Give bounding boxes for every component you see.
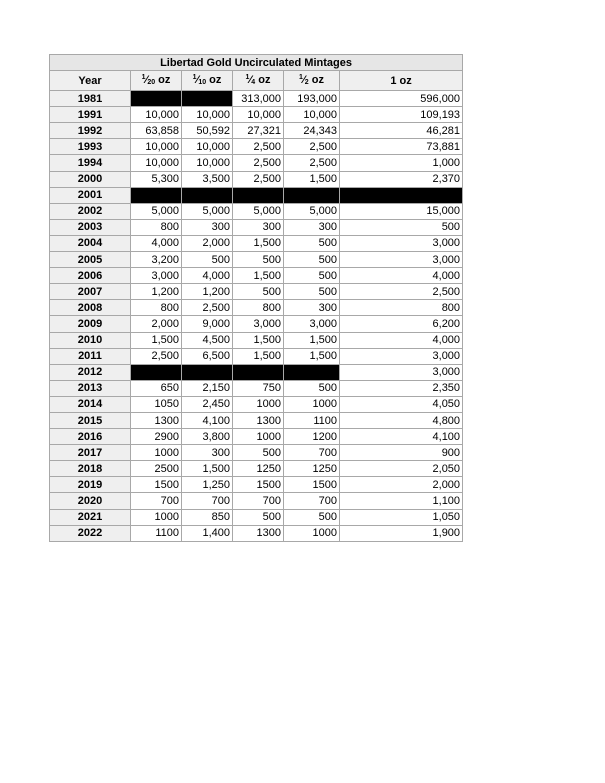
value-cell-tenth: 10,000 bbox=[182, 107, 233, 123]
redacted-cell bbox=[233, 364, 284, 380]
title-row bbox=[50, 55, 463, 71]
value-cell-one: 2,500 bbox=[340, 284, 463, 300]
year-cell: 2004 bbox=[50, 235, 131, 251]
value-cell-quarter: 10,000 bbox=[233, 107, 284, 123]
value-cell-twentieth: 3,000 bbox=[131, 268, 182, 284]
value-cell-one: 2,000 bbox=[340, 477, 463, 493]
value-cell-one: 3,000 bbox=[340, 364, 463, 380]
value-cell-half: 1000 bbox=[284, 525, 340, 541]
value-cell-quarter: 1500 bbox=[233, 477, 284, 493]
year-cell: 2000 bbox=[50, 171, 131, 187]
value-cell-one: 4,100 bbox=[340, 429, 463, 445]
table-row bbox=[50, 300, 463, 316]
value-cell-twentieth: 1100 bbox=[131, 525, 182, 541]
table-body bbox=[50, 91, 463, 542]
value-cell-half: 1,500 bbox=[284, 332, 340, 348]
value-cell-half: 500 bbox=[284, 509, 340, 525]
value-cell-half: 5,000 bbox=[284, 203, 340, 219]
year-cell: 2022 bbox=[50, 525, 131, 541]
table-row bbox=[50, 91, 463, 107]
column-header-row bbox=[50, 71, 463, 91]
value-cell-twentieth: 2,000 bbox=[131, 316, 182, 332]
table-row bbox=[50, 364, 463, 380]
year-cell: 2014 bbox=[50, 396, 131, 412]
table-row bbox=[50, 461, 463, 477]
value-cell-quarter: 1000 bbox=[233, 396, 284, 412]
year-cell: 2018 bbox=[50, 461, 131, 477]
value-cell-tenth: 50,592 bbox=[182, 123, 233, 139]
value-cell-half: 1200 bbox=[284, 429, 340, 445]
year-cell: 2013 bbox=[50, 380, 131, 396]
value-cell-twentieth: 4,000 bbox=[131, 235, 182, 251]
value-cell-quarter: 2,500 bbox=[233, 171, 284, 187]
value-cell-half: 3,000 bbox=[284, 316, 340, 332]
table-row bbox=[50, 332, 463, 348]
table-row bbox=[50, 396, 463, 412]
value-cell-one: 4,000 bbox=[340, 332, 463, 348]
year-cell: 2002 bbox=[50, 203, 131, 219]
table-title: Libertad Gold Uncirculated Mintages bbox=[50, 55, 463, 71]
value-cell-quarter: 5,000 bbox=[233, 203, 284, 219]
value-cell-twentieth: 1000 bbox=[131, 445, 182, 461]
column-header-quarter bbox=[233, 71, 284, 91]
fraction-label: $^1⁄_{10}$ oz bbox=[192, 74, 222, 87]
value-cell-quarter: 313,000 bbox=[233, 91, 284, 107]
year-cell: 2017 bbox=[50, 445, 131, 461]
table-row bbox=[50, 171, 463, 187]
table-row bbox=[50, 380, 463, 396]
value-cell-quarter: 750 bbox=[233, 380, 284, 396]
value-cell-tenth: 2,150 bbox=[182, 380, 233, 396]
value-cell-tenth: 4,500 bbox=[182, 332, 233, 348]
year-cell: 2006 bbox=[50, 268, 131, 284]
column-header-half bbox=[284, 71, 340, 91]
value-cell-twentieth: 3,200 bbox=[131, 252, 182, 268]
value-cell-tenth: 300 bbox=[182, 445, 233, 461]
table-row bbox=[50, 316, 463, 332]
redacted-cell bbox=[284, 187, 340, 203]
value-cell-tenth: 500 bbox=[182, 252, 233, 268]
value-cell-quarter: 1,500 bbox=[233, 348, 284, 364]
value-cell-twentieth: 700 bbox=[131, 493, 182, 509]
value-cell-tenth: 3,800 bbox=[182, 429, 233, 445]
value-cell-tenth: 2,000 bbox=[182, 235, 233, 251]
value-cell-tenth: 4,000 bbox=[182, 268, 233, 284]
table-row bbox=[50, 429, 463, 445]
value-cell-half: 1000 bbox=[284, 396, 340, 412]
value-cell-half: 1,500 bbox=[284, 171, 340, 187]
redacted-cell bbox=[284, 364, 340, 380]
year-cell: 1992 bbox=[50, 123, 131, 139]
value-cell-quarter: 1,500 bbox=[233, 268, 284, 284]
value-cell-one: 1,000 bbox=[340, 155, 463, 171]
value-cell-one: 15,000 bbox=[340, 203, 463, 219]
mintage-table bbox=[49, 54, 463, 542]
value-cell-tenth: 10,000 bbox=[182, 155, 233, 171]
value-cell-tenth: 1,400 bbox=[182, 525, 233, 541]
value-cell-quarter: 27,321 bbox=[233, 123, 284, 139]
column-header-one: 1 oz bbox=[340, 71, 463, 91]
year-cell: 2001 bbox=[50, 187, 131, 203]
value-cell-quarter: 2,500 bbox=[233, 155, 284, 171]
value-cell-twentieth: 1,200 bbox=[131, 284, 182, 300]
table-row bbox=[50, 477, 463, 493]
table-row bbox=[50, 252, 463, 268]
value-cell-one: 4,800 bbox=[340, 412, 463, 428]
value-cell-half: 10,000 bbox=[284, 107, 340, 123]
value-cell-half: 500 bbox=[284, 235, 340, 251]
value-cell-twentieth: 10,000 bbox=[131, 155, 182, 171]
value-cell-quarter: 700 bbox=[233, 493, 284, 509]
column-header-twentieth bbox=[131, 71, 182, 91]
year-cell: 2007 bbox=[50, 284, 131, 300]
table-row bbox=[50, 348, 463, 364]
table-row bbox=[50, 203, 463, 219]
value-cell-quarter: 1300 bbox=[233, 525, 284, 541]
year-cell: 2008 bbox=[50, 300, 131, 316]
table-row bbox=[50, 525, 463, 541]
value-cell-tenth: 2,450 bbox=[182, 396, 233, 412]
value-cell-one: 3,000 bbox=[340, 252, 463, 268]
value-cell-half: 1100 bbox=[284, 412, 340, 428]
value-cell-tenth: 10,000 bbox=[182, 139, 233, 155]
table-row bbox=[50, 412, 463, 428]
value-cell-quarter: 1300 bbox=[233, 412, 284, 428]
value-cell-one: 46,281 bbox=[340, 123, 463, 139]
value-cell-tenth: 300 bbox=[182, 219, 233, 235]
value-cell-one: 500 bbox=[340, 219, 463, 235]
fraction-label: $^1⁄_4$ oz bbox=[245, 74, 271, 87]
value-cell-tenth: 5,000 bbox=[182, 203, 233, 219]
table-row bbox=[50, 493, 463, 509]
table-row bbox=[50, 107, 463, 123]
value-cell-twentieth: 800 bbox=[131, 219, 182, 235]
redacted-cell bbox=[182, 187, 233, 203]
value-cell-one: 6,200 bbox=[340, 316, 463, 332]
value-cell-one: 3,000 bbox=[340, 235, 463, 251]
redacted-cell bbox=[131, 187, 182, 203]
year-cell: 1991 bbox=[50, 107, 131, 123]
value-cell-twentieth: 650 bbox=[131, 380, 182, 396]
redacted-cell bbox=[340, 187, 463, 203]
column-header-tenth bbox=[182, 71, 233, 91]
value-cell-tenth: 9,000 bbox=[182, 316, 233, 332]
table-row bbox=[50, 509, 463, 525]
value-cell-twentieth: 1000 bbox=[131, 509, 182, 525]
value-cell-one: 1,900 bbox=[340, 525, 463, 541]
value-cell-tenth: 3,500 bbox=[182, 171, 233, 187]
value-cell-one: 1,100 bbox=[340, 493, 463, 509]
value-cell-twentieth: 5,300 bbox=[131, 171, 182, 187]
value-cell-tenth: 2,500 bbox=[182, 300, 233, 316]
value-cell-quarter: 800 bbox=[233, 300, 284, 316]
redacted-cell bbox=[131, 364, 182, 380]
redacted-cell bbox=[182, 364, 233, 380]
redacted-cell bbox=[131, 91, 182, 107]
year-cell: 2019 bbox=[50, 477, 131, 493]
value-cell-one: 73,881 bbox=[340, 139, 463, 155]
value-cell-half: 1500 bbox=[284, 477, 340, 493]
year-cell: 2020 bbox=[50, 493, 131, 509]
value-cell-twentieth: 63,858 bbox=[131, 123, 182, 139]
value-cell-quarter: 500 bbox=[233, 445, 284, 461]
value-cell-twentieth: 2900 bbox=[131, 429, 182, 445]
value-cell-one: 4,000 bbox=[340, 268, 463, 284]
year-cell: 2016 bbox=[50, 429, 131, 445]
value-cell-tenth: 1,200 bbox=[182, 284, 233, 300]
value-cell-half: 500 bbox=[284, 268, 340, 284]
value-cell-half: 500 bbox=[284, 284, 340, 300]
year-cell: 2021 bbox=[50, 509, 131, 525]
value-cell-half: 700 bbox=[284, 493, 340, 509]
value-cell-twentieth: 1500 bbox=[131, 477, 182, 493]
table-row bbox=[50, 139, 463, 155]
table-row bbox=[50, 284, 463, 300]
year-cell: 2015 bbox=[50, 412, 131, 428]
value-cell-half: 1250 bbox=[284, 461, 340, 477]
value-cell-twentieth: 5,000 bbox=[131, 203, 182, 219]
redacted-cell bbox=[233, 187, 284, 203]
value-cell-one: 2,350 bbox=[340, 380, 463, 396]
table-row bbox=[50, 268, 463, 284]
table-header bbox=[50, 55, 463, 91]
table-row bbox=[50, 187, 463, 203]
value-cell-twentieth: 10,000 bbox=[131, 139, 182, 155]
value-cell-quarter: 300 bbox=[233, 219, 284, 235]
value-cell-one: 3,000 bbox=[340, 348, 463, 364]
year-cell: 2011 bbox=[50, 348, 131, 364]
value-cell-one: 1,050 bbox=[340, 509, 463, 525]
value-cell-one: 900 bbox=[340, 445, 463, 461]
value-cell-twentieth: 10,000 bbox=[131, 107, 182, 123]
value-cell-quarter: 1,500 bbox=[233, 235, 284, 251]
value-cell-one: 109,193 bbox=[340, 107, 463, 123]
value-cell-quarter: 2,500 bbox=[233, 139, 284, 155]
value-cell-half: 700 bbox=[284, 445, 340, 461]
value-cell-twentieth: 800 bbox=[131, 300, 182, 316]
year-cell: 2003 bbox=[50, 219, 131, 235]
value-cell-half: 500 bbox=[284, 380, 340, 396]
value-cell-twentieth: 2,500 bbox=[131, 348, 182, 364]
value-cell-one: 2,050 bbox=[340, 461, 463, 477]
value-cell-quarter: 1,500 bbox=[233, 332, 284, 348]
table-row bbox=[50, 219, 463, 235]
year-cell: 2010 bbox=[50, 332, 131, 348]
table-row bbox=[50, 123, 463, 139]
year-cell: 2009 bbox=[50, 316, 131, 332]
year-cell: 2005 bbox=[50, 252, 131, 268]
value-cell-twentieth: 2500 bbox=[131, 461, 182, 477]
year-cell: 1993 bbox=[50, 139, 131, 155]
table-row bbox=[50, 235, 463, 251]
value-cell-one: 596,000 bbox=[340, 91, 463, 107]
value-cell-half: 2,500 bbox=[284, 139, 340, 155]
value-cell-quarter: 500 bbox=[233, 509, 284, 525]
fraction-label: $^1⁄_2$ oz bbox=[299, 74, 324, 87]
column-header-year: Year bbox=[50, 71, 131, 91]
value-cell-twentieth: 1300 bbox=[131, 412, 182, 428]
value-cell-quarter: 1000 bbox=[233, 429, 284, 445]
value-cell-quarter: 500 bbox=[233, 252, 284, 268]
value-cell-tenth: 1,500 bbox=[182, 461, 233, 477]
value-cell-tenth: 1,250 bbox=[182, 477, 233, 493]
value-cell-tenth: 700 bbox=[182, 493, 233, 509]
year-cell: 1994 bbox=[50, 155, 131, 171]
year-cell: 1981 bbox=[50, 91, 131, 107]
value-cell-tenth: 6,500 bbox=[182, 348, 233, 364]
value-cell-half: 193,000 bbox=[284, 91, 340, 107]
value-cell-tenth: 4,100 bbox=[182, 412, 233, 428]
value-cell-half: 300 bbox=[284, 300, 340, 316]
value-cell-twentieth: 1050 bbox=[131, 396, 182, 412]
value-cell-tenth: 850 bbox=[182, 509, 233, 525]
value-cell-half: 500 bbox=[284, 252, 340, 268]
value-cell-quarter: 3,000 bbox=[233, 316, 284, 332]
value-cell-half: 2,500 bbox=[284, 155, 340, 171]
year-cell: 2012 bbox=[50, 364, 131, 380]
table-row bbox=[50, 155, 463, 171]
table-row bbox=[50, 445, 463, 461]
value-cell-one: 4,050 bbox=[340, 396, 463, 412]
value-cell-quarter: 1250 bbox=[233, 461, 284, 477]
value-cell-one: 2,370 bbox=[340, 171, 463, 187]
value-cell-half: 1,500 bbox=[284, 348, 340, 364]
value-cell-quarter: 500 bbox=[233, 284, 284, 300]
value-cell-one: 800 bbox=[340, 300, 463, 316]
value-cell-half: 300 bbox=[284, 219, 340, 235]
redacted-cell bbox=[182, 91, 233, 107]
fraction-label: $^1⁄_{20}$ oz bbox=[141, 74, 171, 87]
value-cell-half: 24,343 bbox=[284, 123, 340, 139]
value-cell-twentieth: 1,500 bbox=[131, 332, 182, 348]
